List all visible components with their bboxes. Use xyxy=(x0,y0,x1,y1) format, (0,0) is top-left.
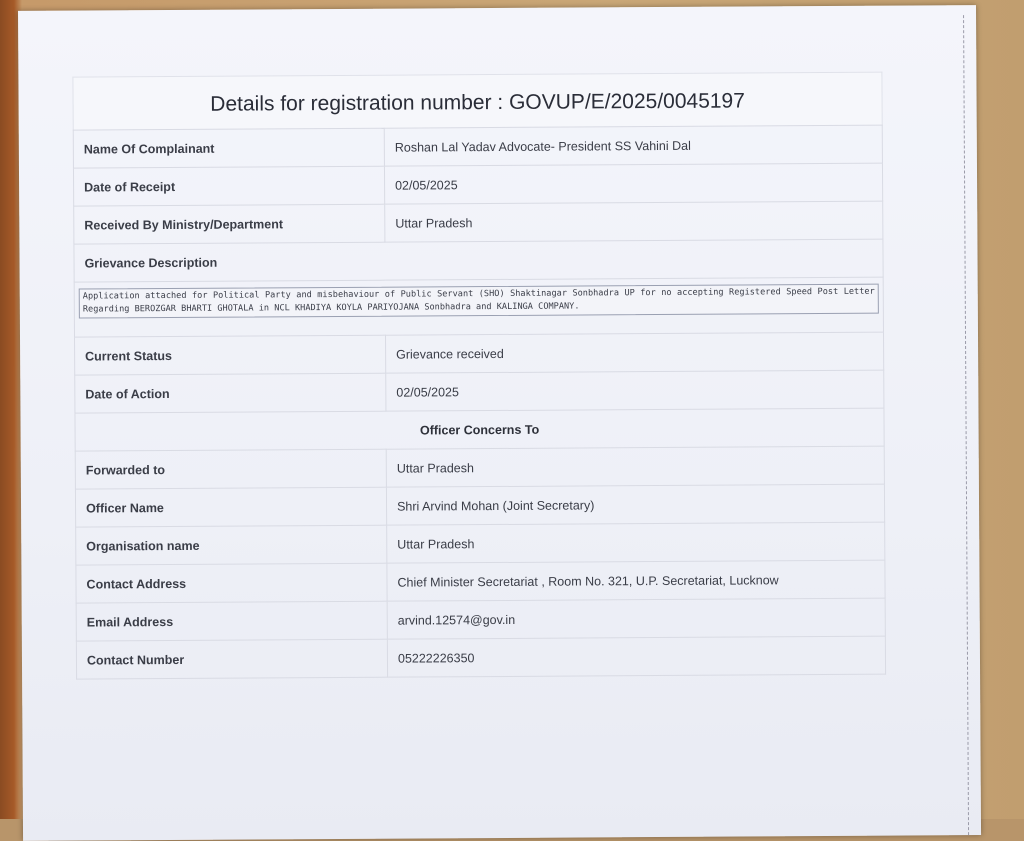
grievance-description: Application attached for Political Party and misbehaviour of Public Servant (SHO) Shaktinagar Sonbhadra UP for no accepting Registered Speed Post Letter Regarding BEROZGAR BHARTI GHOTALA in NCL KHADIYA KOYLA PARIYOJANA Sonbhadra and KALINGA COMPANY. xyxy=(79,284,879,319)
table-row xyxy=(76,598,885,641)
perforation-line xyxy=(963,15,969,835)
field-label: Contact Number xyxy=(76,639,387,679)
table-row xyxy=(74,201,883,244)
receipt-date: 02/05/2025 xyxy=(384,163,882,204)
grievance-details xyxy=(72,72,886,680)
section-heading: Officer Concerns To xyxy=(75,408,884,451)
table-row xyxy=(76,560,885,603)
table-row xyxy=(75,408,884,451)
action-date: 02/05/2025 xyxy=(386,370,884,411)
field-label: Received By Ministry/Department xyxy=(74,204,385,244)
field-label: Date of Receipt xyxy=(73,166,384,206)
page-title: Details for registration number : GOVUP/E/2025/0045197 xyxy=(72,72,882,130)
table-row xyxy=(74,277,883,337)
officer-name: Shri Arvind Mohan (Joint Secretary) xyxy=(386,484,884,525)
status-value: Grievance received xyxy=(385,332,883,373)
field-label: Contact Address xyxy=(76,563,387,603)
table-row xyxy=(75,370,884,413)
table-row xyxy=(75,332,884,375)
field-label: Current Status xyxy=(75,335,386,375)
table-row xyxy=(76,522,885,565)
field-label: Grievance Description xyxy=(74,239,883,282)
email-address: arvind.12574@gov.in xyxy=(387,598,885,639)
description-cell xyxy=(74,277,883,337)
contact-number: 05222226350 xyxy=(387,636,885,677)
table-row xyxy=(75,446,884,489)
field-label: Name Of Complainant xyxy=(73,128,384,168)
printed-page xyxy=(18,5,981,841)
field-label: Date of Action xyxy=(75,373,386,413)
field-label: Officer Name xyxy=(75,487,386,527)
organisation-name: Uttar Pradesh xyxy=(387,522,885,563)
contact-address: Chief Minister Secretariat , Room No. 321, U.P. Secretariat, Lucknow xyxy=(387,560,885,601)
field-label: Email Address xyxy=(76,601,387,641)
field-label: Organisation name xyxy=(76,525,387,565)
ministry-value: Uttar Pradesh xyxy=(385,201,883,242)
table-row xyxy=(73,163,882,206)
table-row xyxy=(75,484,884,527)
table-row xyxy=(73,125,882,168)
table-row xyxy=(74,239,883,282)
complainant-name: Roshan Lal Yadav Advocate- President SS Vahini Dal xyxy=(384,125,882,166)
forwarded-value: Uttar Pradesh xyxy=(386,446,884,487)
field-label: Forwarded to xyxy=(75,449,386,489)
table-row xyxy=(76,636,885,679)
details-table xyxy=(73,125,886,680)
